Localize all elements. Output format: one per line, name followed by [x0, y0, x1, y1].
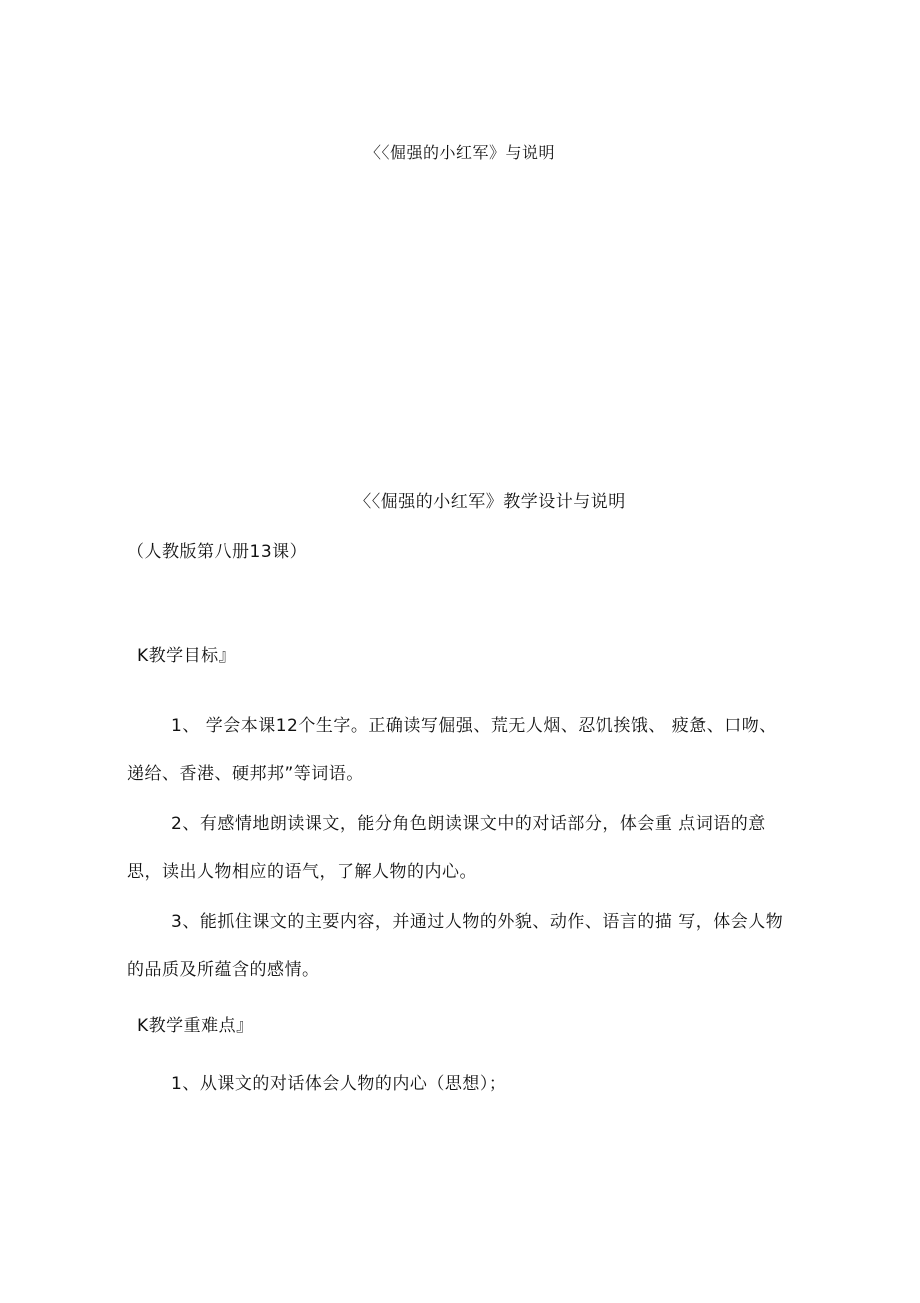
- lesson-title: 〈〈倔强的小红军》教学设计与说明: [354, 492, 626, 512]
- goal-item-2: 2、有感情地朗读课文，能分角色朗读课文中的对话部分，体会重 点词语的意思，读出人物相应的语气，了解人物的内心。: [127, 814, 766, 882]
- key-points-heading: K教学重难点』: [137, 1016, 254, 1036]
- edition-note: （人教版第八册13课）: [127, 542, 308, 562]
- document-header-title: 〈〈倔强的小红军》与说明: [364, 143, 555, 162]
- key-point-item-1: 1、从课文的对话体会人物的内心（思想）；: [171, 1074, 507, 1094]
- goals-heading: K教学目标』: [137, 646, 237, 666]
- goal-item-1: 1、 学会本课12个生字。正确读写倔强、荒无人烟、忍饥挨饿、 疲惫、口吻、递给、香港、硬邦邦”等词语。: [127, 716, 777, 784]
- goal-item-3: 3、能抓住课文的主要内容，并通过人物的外貌、动作、语言的描 写，体会人物的品质及所蕴含的感情。: [127, 912, 784, 980]
